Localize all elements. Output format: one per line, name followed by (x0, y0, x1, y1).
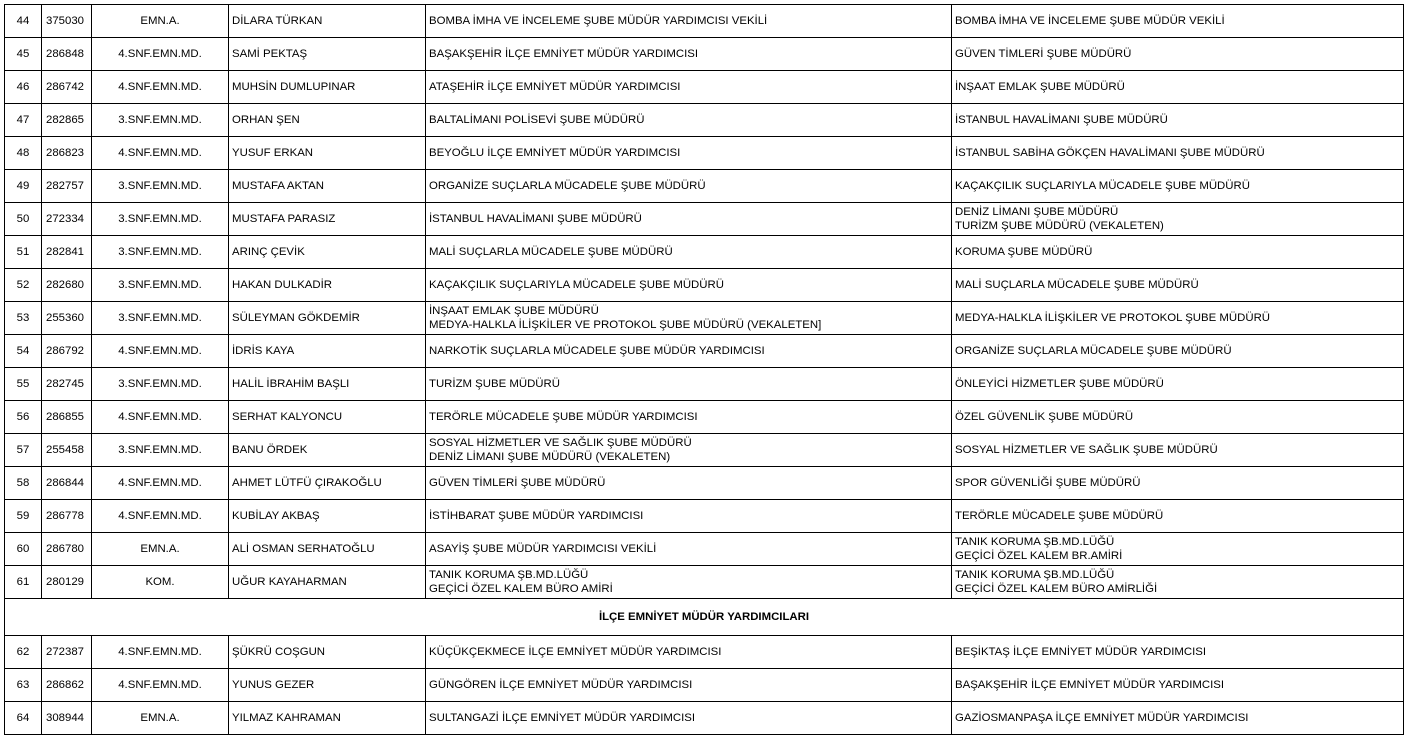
current-position (426, 170, 952, 203)
table-row (5, 137, 1404, 170)
new-position-line: GEÇİCİ ÖZEL KALEM BR.AMİRİ (955, 550, 1123, 562)
row-number: 47 (5, 104, 42, 137)
current-position (426, 104, 952, 137)
new-position-line: TURİZM ŞUBE MÜDÜRÜ (VEKALETEN) (955, 220, 1164, 232)
current-position (426, 467, 952, 500)
row-number: 53 (5, 302, 42, 335)
section-title: İLÇE EMNİYET MÜDÜR YARDIMCILARI (5, 599, 1404, 636)
new-position-line: SPOR GÜVENLİĞİ ŞUBE MÜDÜRÜ (955, 477, 1141, 489)
table-row (5, 669, 1404, 702)
rank: 3.SNF.EMN.MD. (92, 170, 229, 203)
full-name: KUBİLAY AKBAŞ (229, 500, 426, 533)
new-position-line: SOSYAL HİZMETLER VE SAĞLIK ŞUBE MÜDÜRÜ (955, 444, 1218, 456)
registry-number: 255360 (42, 302, 92, 335)
row-number: 46 (5, 71, 42, 104)
current-position-line: TERÖRLE MÜCADELE ŞUBE MÜDÜR YARDIMCISI (429, 411, 698, 423)
current-position (426, 636, 952, 669)
current-position-line: BALTALİMANI POLİSEVİ ŞUBE MÜDÜRÜ (429, 114, 645, 126)
full-name: YUNUS GEZER (229, 669, 426, 702)
new-position-line: TANIK KORUMA ŞB.MD.LÜĞÜ (955, 569, 1115, 581)
rank: EMN.A. (92, 702, 229, 735)
row-number: 60 (5, 533, 42, 566)
rank: 4.SNF.EMN.MD. (92, 467, 229, 500)
registry-number: 286778 (42, 500, 92, 533)
row-number: 52 (5, 269, 42, 302)
current-position-line: BEYOĞLU İLÇE EMNİYET MÜDÜR YARDIMCISI (429, 147, 681, 159)
table-row (5, 467, 1404, 500)
new-position (952, 104, 1404, 137)
full-name: BANU ÖRDEK (229, 434, 426, 467)
registry-number: 286844 (42, 467, 92, 500)
new-position-line: ORGANİZE SUÇLARLA MÜCADELE ŞUBE MÜDÜRÜ (955, 345, 1232, 357)
rank: 3.SNF.EMN.MD. (92, 269, 229, 302)
rank: 4.SNF.EMN.MD. (92, 669, 229, 702)
new-position (952, 669, 1404, 702)
new-position (952, 401, 1404, 434)
row-number: 64 (5, 702, 42, 735)
rank: KOM. (92, 566, 229, 599)
full-name: YUSUF ERKAN (229, 137, 426, 170)
full-name: ARINÇ ÇEVİK (229, 236, 426, 269)
new-position (952, 203, 1404, 236)
current-position-line: TURİZM ŞUBE MÜDÜRÜ (429, 378, 560, 390)
table-row (5, 500, 1404, 533)
full-name: SAMİ PEKTAŞ (229, 38, 426, 71)
new-position (952, 434, 1404, 467)
table-row (5, 533, 1404, 566)
new-position-line: ÖNLEYİCİ HİZMETLER ŞUBE MÜDÜRÜ (955, 378, 1164, 390)
new-position (952, 71, 1404, 104)
registry-number: 286848 (42, 38, 92, 71)
rank: 4.SNF.EMN.MD. (92, 137, 229, 170)
current-position (426, 5, 952, 38)
table-row (5, 702, 1404, 735)
table-row (5, 38, 1404, 71)
section-row (5, 599, 1404, 636)
new-position (952, 702, 1404, 735)
appointment-table-body (5, 5, 1404, 735)
row-number: 49 (5, 170, 42, 203)
full-name: SERHAT KALYONCU (229, 401, 426, 434)
rank: 4.SNF.EMN.MD. (92, 636, 229, 669)
current-position-line: ASAYİŞ ŞUBE MÜDÜR YARDIMCISI VEKİLİ (429, 543, 657, 555)
table-row (5, 5, 1404, 38)
registry-number: 282757 (42, 170, 92, 203)
table-row (5, 434, 1404, 467)
table-row (5, 368, 1404, 401)
rank: 3.SNF.EMN.MD. (92, 434, 229, 467)
current-position (426, 38, 952, 71)
table-row (5, 566, 1404, 599)
current-position (426, 401, 952, 434)
current-position-line: TANIK KORUMA ŞB.MD.LÜĞÜ (429, 569, 589, 581)
current-position (426, 500, 952, 533)
new-position-line: TANIK KORUMA ŞB.MD.LÜĞÜ (955, 536, 1115, 548)
current-position (426, 269, 952, 302)
registry-number: 255458 (42, 434, 92, 467)
full-name: AHMET LÜTFÜ ÇIRAKOĞLU (229, 467, 426, 500)
row-number: 45 (5, 38, 42, 71)
new-position-line: GAZİOSMANPAŞA İLÇE EMNİYET MÜDÜR YARDIMCISI (955, 712, 1249, 724)
current-position-line: İSTANBUL HAVALİMANI ŞUBE MÜDÜRÜ (429, 213, 642, 225)
new-position-line: TERÖRLE MÜCADELE ŞUBE MÜDÜRÜ (955, 510, 1164, 522)
registry-number: 272387 (42, 636, 92, 669)
row-number: 50 (5, 203, 42, 236)
rank: EMN.A. (92, 533, 229, 566)
new-position (952, 236, 1404, 269)
full-name: ALİ OSMAN SERHATOĞLU (229, 533, 426, 566)
current-position-line: BOMBA İMHA VE İNCELEME ŞUBE MÜDÜR YARDIMCISI VEKİLİ (429, 15, 768, 27)
new-position (952, 170, 1404, 203)
rank: 4.SNF.EMN.MD. (92, 401, 229, 434)
registry-number: 308944 (42, 702, 92, 735)
rank: 4.SNF.EMN.MD. (92, 335, 229, 368)
rank: 3.SNF.EMN.MD. (92, 203, 229, 236)
row-number: 44 (5, 5, 42, 38)
registry-number: 286855 (42, 401, 92, 434)
registry-number: 375030 (42, 5, 92, 38)
current-position-line: İSTİHBARAT ŞUBE MÜDÜR YARDIMCISI (429, 510, 644, 522)
new-position-line: MALİ SUÇLARLA MÜCADELE ŞUBE MÜDÜRÜ (955, 279, 1199, 291)
current-position-line: GÜNGÖREN İLÇE EMNİYET MÜDÜR YARDIMCISI (429, 679, 693, 691)
current-position (426, 566, 952, 599)
new-position-line: İSTANBUL HAVALİMANI ŞUBE MÜDÜRÜ (955, 114, 1168, 126)
current-position (426, 137, 952, 170)
rank: 3.SNF.EMN.MD. (92, 368, 229, 401)
rank: EMN.A. (92, 5, 229, 38)
current-position (426, 71, 952, 104)
registry-number: 280129 (42, 566, 92, 599)
current-position-line: BAŞAKŞEHİR İLÇE EMNİYET MÜDÜR YARDIMCISI (429, 48, 698, 60)
registry-number: 282680 (42, 269, 92, 302)
table-row (5, 636, 1404, 669)
new-position-line: KAÇAKÇILIK SUÇLARIYLA MÜCADELE ŞUBE MÜDÜRÜ (955, 180, 1250, 192)
row-number: 59 (5, 500, 42, 533)
rank: 3.SNF.EMN.MD. (92, 236, 229, 269)
table-row (5, 236, 1404, 269)
current-position (426, 702, 952, 735)
full-name: HAKAN DULKADİR (229, 269, 426, 302)
table-row (5, 104, 1404, 137)
current-position-line: KÜÇÜKÇEKMECE İLÇE EMNİYET MÜDÜR YARDIMCISI (429, 646, 722, 658)
new-position-line: MEDYA-HALKLA İLİŞKİLER VE PROTOKOL ŞUBE MÜDÜRÜ (955, 312, 1271, 324)
new-position (952, 533, 1404, 566)
appointment-table (4, 4, 1404, 735)
new-position-line: İSTANBUL SABİHA GÖKÇEN HAVALİMANI ŞUBE MÜDÜRÜ (955, 147, 1265, 159)
current-position-line: MALİ SUÇLARLA MÜCADELE ŞUBE MÜDÜRÜ (429, 246, 673, 258)
current-position (426, 434, 952, 467)
new-position (952, 269, 1404, 302)
new-position (952, 302, 1404, 335)
new-position (952, 566, 1404, 599)
registry-number: 286823 (42, 137, 92, 170)
registry-number: 282841 (42, 236, 92, 269)
table-row (5, 71, 1404, 104)
new-position (952, 368, 1404, 401)
new-position (952, 335, 1404, 368)
current-position-line: ATAŞEHİR İLÇE EMNİYET MÜDÜR YARDIMCISI (429, 81, 681, 93)
full-name: MUSTAFA AKTAN (229, 170, 426, 203)
current-position-line: GÜVEN TİMLERİ ŞUBE MÜDÜRÜ (429, 477, 606, 489)
current-position-line: İNŞAAT EMLAK ŞUBE MÜDÜRÜ (429, 305, 599, 317)
current-position-line: MEDYA-HALKLA İLİŞKİLER VE PROTOKOL ŞUBE MÜDÜRÜ (VEKALETEN] (429, 319, 822, 331)
registry-number: 272334 (42, 203, 92, 236)
row-number: 51 (5, 236, 42, 269)
new-position-line: GÜVEN TİMLERİ ŞUBE MÜDÜRÜ (955, 48, 1132, 60)
current-position (426, 335, 952, 368)
registry-number: 286862 (42, 669, 92, 702)
new-position-line: DENİZ LİMANI ŞUBE MÜDÜRÜ (955, 206, 1119, 218)
rank: 4.SNF.EMN.MD. (92, 38, 229, 71)
table-row (5, 170, 1404, 203)
row-number: 63 (5, 669, 42, 702)
row-number: 56 (5, 401, 42, 434)
new-position (952, 467, 1404, 500)
current-position-line: ORGANİZE SUÇLARLA MÜCADELE ŞUBE MÜDÜRÜ (429, 180, 706, 192)
full-name: ORHAN ŞEN (229, 104, 426, 137)
table-row (5, 302, 1404, 335)
new-position (952, 38, 1404, 71)
registry-number: 282865 (42, 104, 92, 137)
full-name: İDRİS KAYA (229, 335, 426, 368)
full-name: MUSTAFA PARASIZ (229, 203, 426, 236)
row-number: 62 (5, 636, 42, 669)
current-position (426, 302, 952, 335)
full-name: ŞÜKRÜ COŞGUN (229, 636, 426, 669)
full-name: YILMAZ KAHRAMAN (229, 702, 426, 735)
rank: 3.SNF.EMN.MD. (92, 104, 229, 137)
registry-number: 282745 (42, 368, 92, 401)
registry-number: 286792 (42, 335, 92, 368)
table-row (5, 269, 1404, 302)
current-position-line: KAÇAKÇILIK SUÇLARIYLA MÜCADELE ŞUBE MÜDÜRÜ (429, 279, 724, 291)
current-position-line: GEÇİCİ ÖZEL KALEM BÜRO AMİRİ (429, 583, 613, 595)
row-number: 54 (5, 335, 42, 368)
new-position-line: BOMBA İMHA VE İNCELEME ŞUBE MÜDÜR VEKİLİ (955, 15, 1225, 27)
row-number: 58 (5, 467, 42, 500)
new-position-line: ÖZEL GÜVENLİK ŞUBE MÜDÜRÜ (955, 411, 1134, 423)
new-position (952, 500, 1404, 533)
current-position (426, 203, 952, 236)
current-position-line: DENİZ LİMANI ŞUBE MÜDÜRÜ (VEKALETEN) (429, 451, 671, 463)
current-position-line: SULTANGAZİ İLÇE EMNİYET MÜDÜR YARDIMCISI (429, 712, 696, 724)
new-position-line: BEŞİKTAŞ İLÇE EMNİYET MÜDÜR YARDIMCISI (955, 646, 1207, 658)
rank: 4.SNF.EMN.MD. (92, 71, 229, 104)
table-row (5, 335, 1404, 368)
table-row (5, 401, 1404, 434)
new-position (952, 137, 1404, 170)
current-position (426, 236, 952, 269)
new-position (952, 5, 1404, 38)
row-number: 61 (5, 566, 42, 599)
table-row (5, 203, 1404, 236)
new-position-line: GEÇİCİ ÖZEL KALEM BÜRO AMİRLİĞİ (955, 583, 1158, 595)
rank: 3.SNF.EMN.MD. (92, 302, 229, 335)
registry-number: 286742 (42, 71, 92, 104)
new-position-line: KORUMA ŞUBE MÜDÜRÜ (955, 246, 1093, 258)
full-name: SÜLEYMAN GÖKDEMİR (229, 302, 426, 335)
new-position-line: BAŞAKŞEHİR İLÇE EMNİYET MÜDÜR YARDIMCISI (955, 679, 1224, 691)
row-number: 55 (5, 368, 42, 401)
current-position (426, 669, 952, 702)
current-position-line: SOSYAL HİZMETLER VE SAĞLIK ŞUBE MÜDÜRÜ (429, 437, 692, 449)
full-name: MUHSİN DUMLUPINAR (229, 71, 426, 104)
full-name: UĞUR KAYAHARMAN (229, 566, 426, 599)
row-number: 48 (5, 137, 42, 170)
full-name: DİLARA TÜRKAN (229, 5, 426, 38)
new-position-line: İNŞAAT EMLAK ŞUBE MÜDÜRÜ (955, 81, 1125, 93)
row-number: 57 (5, 434, 42, 467)
full-name: HALİL İBRAHİM BAŞLI (229, 368, 426, 401)
current-position (426, 533, 952, 566)
new-position (952, 636, 1404, 669)
registry-number: 286780 (42, 533, 92, 566)
current-position (426, 368, 952, 401)
rank: 4.SNF.EMN.MD. (92, 500, 229, 533)
current-position-line: NARKOTİK SUÇLARLA MÜCADELE ŞUBE MÜDÜR YARDIMCISI (429, 345, 765, 357)
